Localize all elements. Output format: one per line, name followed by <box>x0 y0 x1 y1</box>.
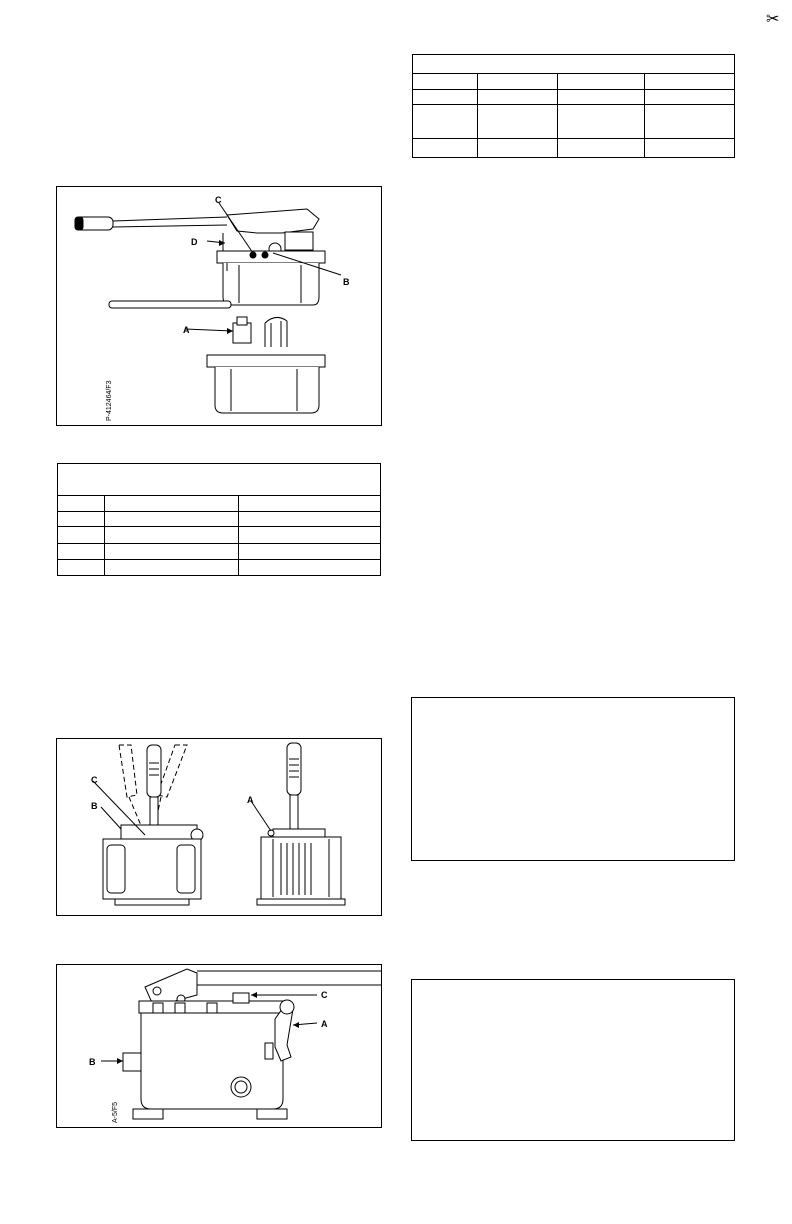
column-divider <box>477 73 478 158</box>
pump-side-illustration <box>57 187 381 425</box>
column-divider <box>104 495 105 575</box>
table-row <box>58 495 380 512</box>
figure-pump-detail <box>56 964 382 1128</box>
table-row <box>413 73 734 90</box>
table-row <box>413 104 734 139</box>
figure-code: P-412464/F3 <box>106 380 113 421</box>
table-row <box>58 559 380 575</box>
callout-label-b: B <box>91 801 98 811</box>
callout-label-c: C <box>215 195 222 205</box>
table-row <box>58 543 380 560</box>
notice-box-lower <box>411 979 735 1141</box>
callout-label-d: D <box>191 237 198 247</box>
callout-label-c: C <box>91 775 98 785</box>
callout-label-b: B <box>343 277 350 287</box>
pump-detail-illustration <box>57 965 381 1127</box>
figure-handle-positions <box>56 738 382 916</box>
spec-table-top-right <box>412 54 735 158</box>
table-row <box>58 526 380 544</box>
table-row <box>413 138 734 158</box>
notice-box-upper <box>411 697 735 861</box>
spec-table-left <box>57 463 381 576</box>
table-row <box>58 511 380 527</box>
callout-label-a: A <box>183 325 190 335</box>
scissors-icon: ✂ <box>766 11 780 28</box>
callout-label-c: C <box>321 990 328 1000</box>
table-header-row <box>58 464 380 496</box>
table-header-row <box>413 55 734 74</box>
column-divider <box>644 73 645 158</box>
figure-code: A-5/F5 <box>112 1101 119 1123</box>
figure-pump-side-view <box>56 186 382 426</box>
column-divider <box>238 495 239 575</box>
table-row <box>413 89 734 105</box>
callout-label-b: B <box>89 1057 96 1067</box>
callout-label-a: A <box>321 1019 328 1029</box>
handle-positions-illustration <box>57 739 381 915</box>
column-divider <box>557 73 558 158</box>
callout-label-a: A <box>247 795 254 805</box>
